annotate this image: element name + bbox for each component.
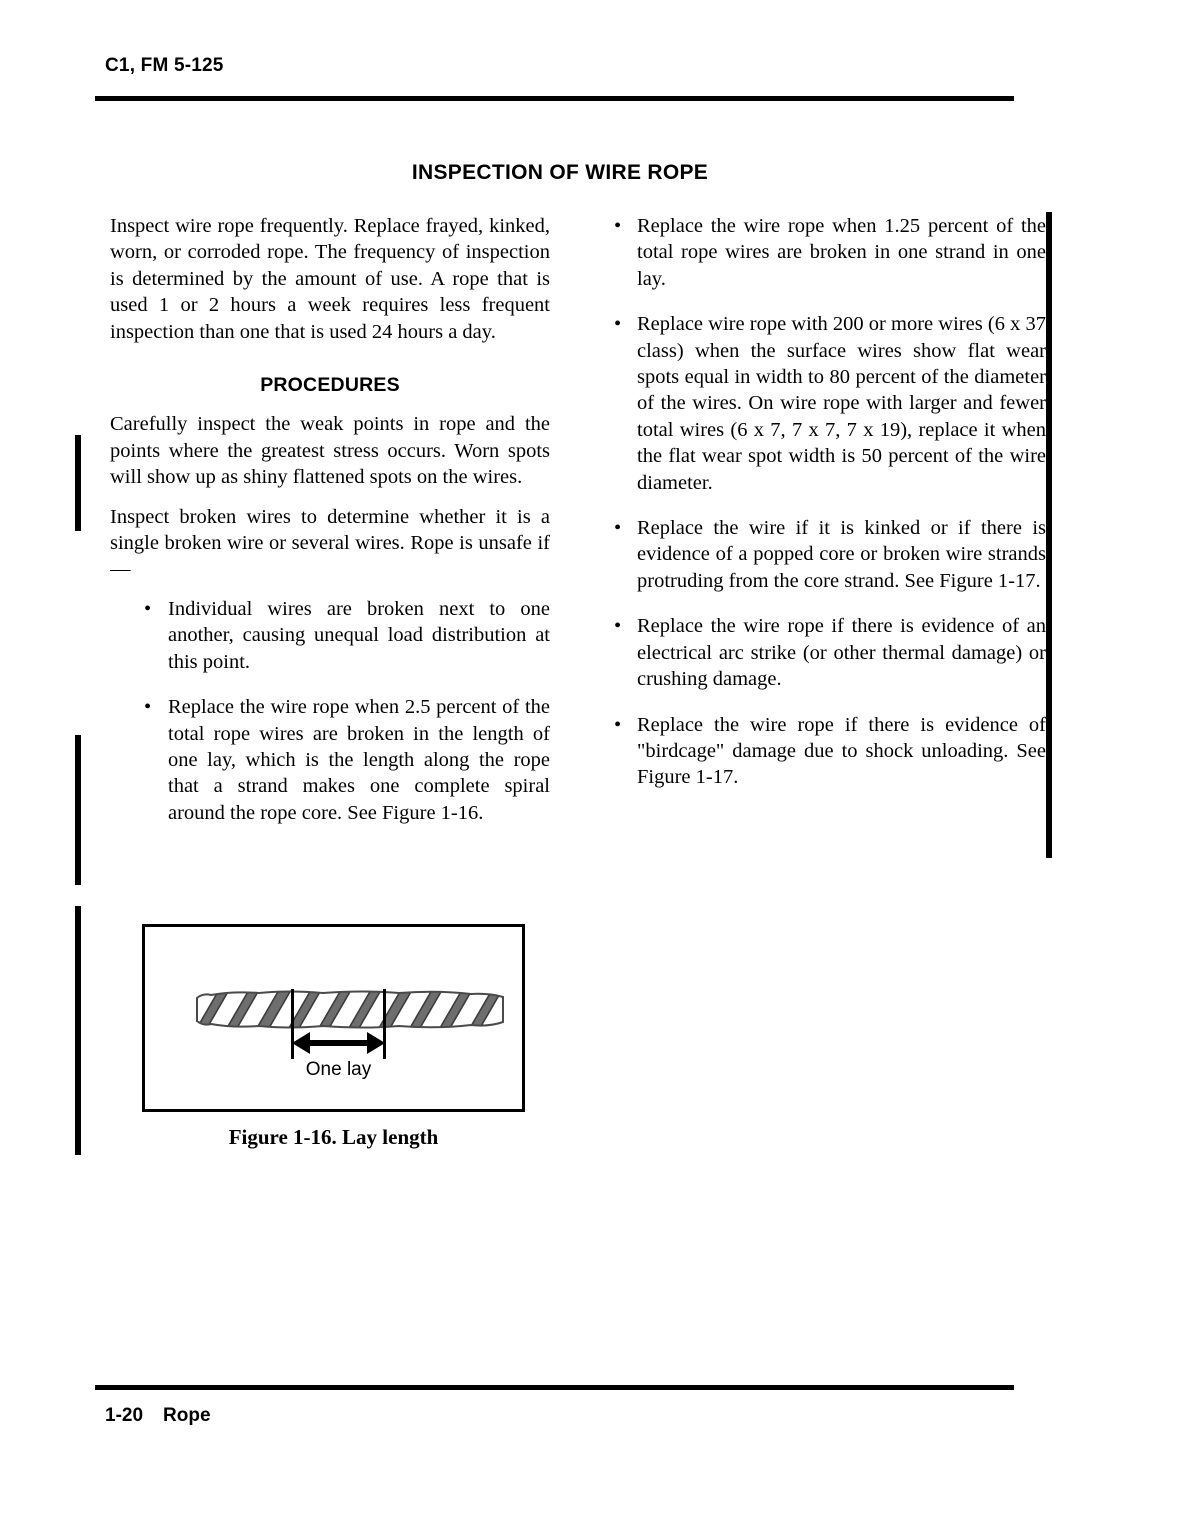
change-bar-right-column	[1046, 212, 1052, 858]
list-item-text: Individual wires are broken next to one another, causing unequal load distribution at this point.	[168, 597, 550, 673]
intro-paragraph: Inspect wire rope frequently. Replace frayed, kinked, worn, or corroded rope. The frequency of inspection is determined by the amount of use. A rope that is used 1 or 2 hours a week requires less frequent inspection than one that is used 24 hours a day.	[110, 215, 550, 343]
header-rule	[95, 96, 1014, 101]
footer	[105, 1405, 211, 1427]
bullet-icon: •	[614, 215, 622, 237]
broken-wires-paragraph: Inspect broken wires to determine whether it is a single broken wire or several wires. Rope is unsafe if—	[110, 505, 550, 581]
list-item-text: Replace the wire if it is kinked or if there is evidence of a popped core or broken wire strands protruding from the core strand. See Figure 1-17.	[637, 517, 1046, 592]
list-item	[606, 213, 1046, 292]
left-column	[110, 213, 550, 826]
procedures-heading: PROCEDURES	[260, 374, 400, 397]
footer-page-number: 1-20	[105, 1405, 144, 1426]
lay-measure-line	[300, 1040, 376, 1046]
one-lay-label	[145, 1059, 528, 1081]
change-bar-bullet-two	[75, 735, 81, 885]
arrow-left-icon	[292, 1032, 310, 1054]
rope-svg	[193, 984, 507, 1036]
bullet-icon: •	[144, 597, 152, 620]
page-title: INSPECTION OF WIRE ROPE	[411, 161, 709, 184]
list-item-text: Replace the wire rope if there is evidence of "birdcage" damage due to shock unloading. See Figure 1-17.	[637, 713, 1046, 789]
left-bullet-list	[136, 596, 550, 826]
list-item-text: Replace the wire rope when 2.5 percent of the total rope wires are broken in the length of one lay, which is the length along the rope that a strand makes one complete spiral around the rope core. See Figure 1-16.	[168, 696, 550, 824]
bullet-icon: •	[614, 713, 622, 736]
one-lay-text: One lay	[305, 1059, 372, 1080]
change-bar-procedures	[75, 435, 81, 531]
figure-caption: Figure 1-16. Lay length	[228, 1125, 439, 1149]
list-item	[606, 613, 1046, 692]
figure-1-16	[142, 924, 525, 1112]
list-item-text: Replace wire rope with 200 or more wires (6 x 37 class) when the surface wires show flat wear spots equal in width to 80 percent of the diameter of the wires. On wire rope with larger and fewer total wires (6 x 7, 7 x 7, 7 x 19), replace it when the flat wear spot width is 50 percent of the wire diameter.	[637, 313, 1046, 494]
bullet-icon: •	[614, 313, 622, 336]
bullet-icon: •	[614, 517, 622, 540]
bullet-icon: •	[614, 615, 622, 638]
procedures-paragraph: Carefully inspect the weak points in rope and the points where the greatest stress occurs. Worn spots will show up as shiny flattened spots on the wires.	[110, 413, 550, 489]
footer-section: Rope	[163, 1405, 211, 1426]
list-item	[606, 311, 1046, 496]
list-item	[606, 515, 1046, 594]
bullet-icon: •	[144, 696, 152, 719]
list-item	[136, 694, 550, 826]
header-manual-id: C1, FM 5-125	[105, 55, 224, 76]
list-item	[136, 596, 550, 675]
list-item-text: Replace the wire rope if there is evidence of an electrical arc strike (or other thermal damage) or crushing damage.	[637, 615, 1046, 691]
list-item-text: Replace the wire rope when 1.25 percent of the total rope wires are broken in one strand in one lay.	[637, 215, 1046, 290]
list-item	[606, 712, 1046, 791]
right-bullet-list	[606, 213, 1046, 791]
wire-rope-illustration	[193, 984, 507, 1036]
footer-rule	[95, 1385, 1014, 1390]
arrow-right-icon	[367, 1032, 385, 1054]
right-column	[606, 213, 1046, 791]
change-bar-figure	[75, 906, 81, 1155]
